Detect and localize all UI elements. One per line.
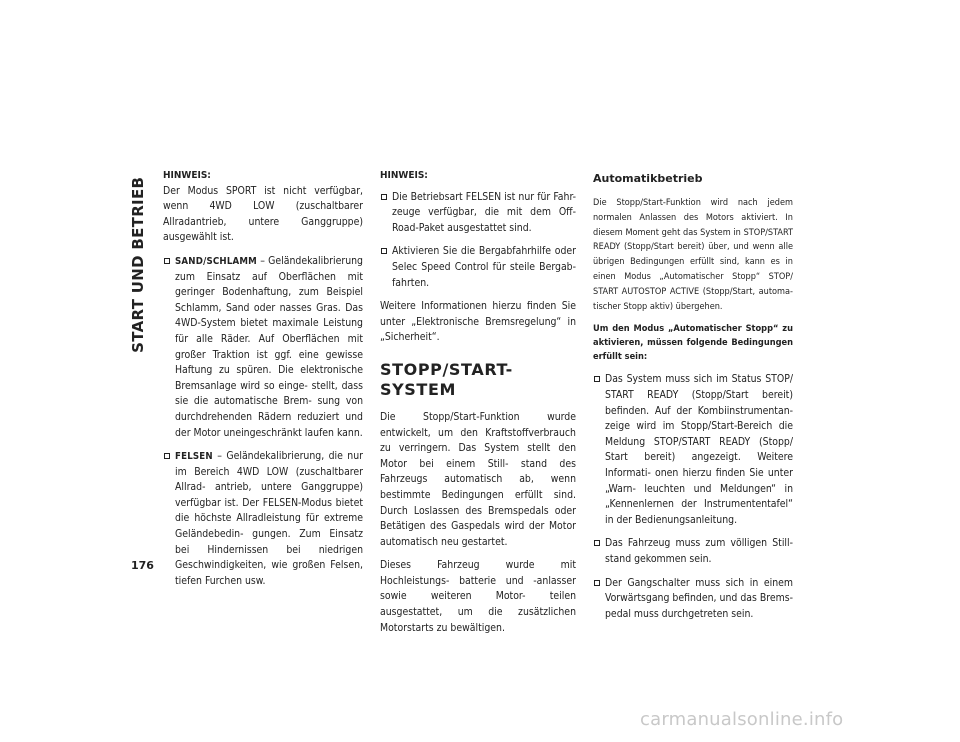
column-middle bbox=[380, 168, 576, 644]
list-text: Der Gangschalter muss sich in einem Vorwärtsgang befinden, und das Brems- pedal muss durchgetreten sein. bbox=[605, 576, 793, 620]
list-item bbox=[593, 576, 793, 623]
column-left bbox=[163, 168, 363, 597]
checkbox-bullet-icon bbox=[594, 580, 600, 586]
checkbox-bullet-icon bbox=[164, 453, 170, 459]
note-list bbox=[380, 190, 576, 292]
checkbox-bullet-icon bbox=[381, 194, 387, 200]
more-info-text: Weitere Informationen hierzu finden Sie unter „Elektronische Bremsregelung“ in „Sicherheit“. bbox=[380, 300, 576, 344]
chapter-side-tab bbox=[120, 170, 158, 360]
paragraph: Die Stopp/Start-Funktion wurde entwickelt, um den Kraftstoffverbrauch zu verringern. Das System stellt den Motor bei einem Still- stand des Fahrzeugs automatisch ab, wenn bestimmte Bedingungen erfüllt sind. Durch Loslassen des Bremspedals oder Betätigen des Gaspedals wird der Motor automatisch neu gestartet. bbox=[380, 410, 576, 548]
mode-list bbox=[163, 254, 363, 589]
page-number: 176 bbox=[131, 559, 154, 572]
checkbox-bullet-icon bbox=[164, 258, 170, 264]
list-text: Das Fahrzeug muss zum völligen Still- stand gekommen sein. bbox=[605, 537, 793, 565]
conditions-list bbox=[593, 372, 793, 622]
checkbox-bullet-icon bbox=[594, 540, 600, 546]
note-label: HINWEIS: bbox=[163, 170, 211, 181]
list-item bbox=[163, 254, 363, 441]
checkbox-bullet-icon bbox=[594, 376, 600, 382]
list-text: Das System muss sich im Status STOP/ START READY (Stopp/Start bereit) befinden. Auf der Kombiinstrumentan- zeige wird im Stopp/Start-Bereich die Meldung STOP/START READY (Stopp/ Start bereit) angezeigt. Weitere Informati- onen hierzu finden Sie unter „Warn- leuchten und Meldungen“ in „Kennenlernen der Instrumententafel“ in der Bedienungsanleitung. bbox=[605, 373, 793, 526]
list-item bbox=[380, 244, 576, 291]
conditions-label: Um den Modus „Automatischer Stopp“ zu aktivieren, müssen folgende Bedingungen erfüllt sein: bbox=[593, 323, 793, 363]
checkbox-bullet-icon bbox=[381, 248, 387, 254]
subsection-title: Automatikbetrieb bbox=[593, 172, 703, 185]
list-text: – Geländekalibrierung, die nur im Bereich 4WD LOW (zuschaltbarer Allrad- antrieb, untere Ganggruppe) verfügbar ist. Der FELSEN-Modus bietet die höchste Allradleistung für extreme Geländebedin- gungen. Zum Einsatz bei Hindernissen bei niedrigen Geschwindigkeiten, wie großen Felsen, tiefen Furchen usw. bbox=[175, 450, 363, 587]
list-term: FELSEN bbox=[175, 451, 213, 463]
paragraph: Dieses Fahrzeug wurde mit Hochleistungs- batterie und -anlasser sowie weiteren Motor- teilen ausgestattet, um die zusätzlichen Motorstarts zu bewältigen. bbox=[380, 559, 576, 634]
note-text: Der Modus SPORT ist nicht verfügbar, wenn 4WD LOW (zuschaltbarer Allradantrieb, untere Ganggruppe) ausgewählt ist. bbox=[163, 184, 363, 244]
chapter-title: START UND BETRIEB bbox=[129, 176, 148, 354]
list-text: Die Betriebsart FELSEN ist nur für Fahr- zeuge verfügbar, die mit dem Off-Road-Paket ausgestattet sind. bbox=[392, 190, 576, 234]
list-term: SAND/SCHLAMM bbox=[175, 255, 257, 267]
paragraph: Die Stopp/Start-Funktion wird nach jedem normalen Anlassen des Motors aktiviert. In diesem Moment geht das System in STOP/START READY (Stopp/Start bereit) über, und wenn alle übrigen Bedingungen erfüllt sind, kann es in einen Modus „Automatischer Stopp“ STOP/ START AUTOSTOP ACTIVE (Stopp/Start, automa- tischer Stopp aktiv) übergehen. bbox=[593, 198, 793, 312]
section-title: STOPP/START-SYSTEM bbox=[380, 359, 513, 399]
list-text: Aktivieren Sie die Bergabfahrhilfe oder Selec Speed Control für steile Bergab- fahrten. bbox=[392, 245, 576, 289]
list-item bbox=[593, 536, 793, 567]
list-text: – Geländekalibrierung zum Einsatz auf Oberflächen mit geringer Bodenhaftung, zum Beispiel Schlamm, Sand oder nasses Gras. Das 4WD-System bietet maximale Leistung für alle Räder. Auf Oberflächen mit großer Traktion ist ggf. eine gewisse Haftung zu spüren. Die elektronische Bremsanlage wird so einge- stellt, dass sie die automatische Brem- sung von durchdrehenden Rädern reduziert und der Motor uneingeschränkt laufen kann. bbox=[175, 254, 363, 439]
list-item bbox=[163, 449, 363, 589]
list-item bbox=[593, 372, 793, 528]
list-item bbox=[380, 190, 576, 237]
column-right bbox=[593, 168, 793, 630]
note-label: HINWEIS: bbox=[380, 170, 428, 181]
watermark: carmanualsonline.info bbox=[640, 709, 844, 730]
